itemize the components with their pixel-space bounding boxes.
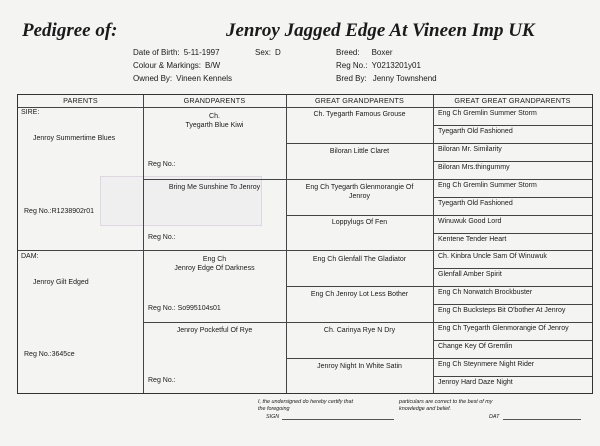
row-divider	[18, 250, 592, 251]
dob-field	[133, 48, 220, 57]
owned-field	[133, 74, 232, 83]
row-divider	[433, 304, 592, 305]
great-grandparent: Biloran Little Claret	[329, 148, 390, 155]
great-grandparent: Eng Ch Glenfall The Gladiator	[312, 256, 407, 263]
great-great-grandparent: Biloran Mr. Similarity	[438, 146, 502, 153]
sex-value: D	[275, 48, 281, 57]
great-great-grandparent: Kentene Tender Heart	[438, 236, 507, 243]
grandparent-reg: Reg No.:	[148, 377, 176, 384]
header-great-great-grandparents: GREAT GREAT GRANDPARENTS	[454, 96, 571, 105]
bred-value: Jenny Townshend	[372, 74, 437, 83]
grandparent-title: Eng Ch	[202, 256, 227, 263]
row-divider	[286, 286, 592, 287]
great-great-grandparent: Change Key Of Gremlin	[438, 343, 513, 350]
great-grandparent: Ch. Carinya Rye N Dry	[323, 327, 396, 334]
col-divider	[143, 95, 144, 393]
great-great-grandparent: Eng Ch Bucksteps Bit O'bother At Jenroy	[438, 307, 566, 314]
pedigree-of-label: Pedigree of:	[22, 20, 118, 41]
row-divider	[433, 233, 592, 234]
great-grandparent: Jenroy Night In White Satin	[317, 363, 402, 370]
signature-line[interactable]	[282, 419, 394, 420]
grandparent-name: Bring Me Sunshine To Jenroy	[168, 184, 261, 191]
sign-label: SIGN	[266, 414, 280, 420]
col-divider	[433, 95, 434, 393]
header-great-grandparents: GREAT GRANDPARENTS	[314, 96, 405, 105]
grandparent-reg: Reg No.: So995104s01	[148, 305, 221, 312]
great-great-grandparent: Tyegarth Old Fashioned	[438, 200, 513, 207]
owned-value: Vineen Kennels	[176, 74, 233, 83]
certify-text-2: the foregoing	[258, 406, 290, 412]
row-divider	[286, 358, 592, 359]
breed-label: Breed:	[336, 48, 360, 57]
dob-value: 5-11-1997	[183, 48, 220, 57]
row-divider	[286, 215, 592, 216]
row-divider	[433, 268, 592, 269]
grandparent-name: Tyegarth Blue Kiwi	[185, 122, 244, 129]
sire-reg: Reg No.:R1238902r01	[24, 208, 95, 215]
great-grandparent: Ch. Tyegarth Famous Grouse	[313, 111, 406, 118]
great-great-grandparent: Winuwuk Good Lord	[438, 218, 502, 225]
great-grandparent: Loppylugs Of Fen	[331, 219, 388, 226]
row-divider	[286, 143, 592, 144]
reg-value: Y0213201y01	[371, 61, 421, 70]
row-divider	[143, 322, 592, 323]
header-parents: PARENTS	[63, 96, 98, 105]
great-grandparent: Eng Ch Jenroy Lot Less Bother	[310, 291, 409, 298]
dam-reg: Reg No.:3645ce	[24, 351, 75, 358]
great-great-grandparent: Jenroy Hard Daze Night	[438, 379, 513, 386]
row-divider	[143, 179, 592, 180]
row-divider	[433, 197, 592, 198]
date-label: DAT	[489, 414, 500, 420]
great-great-grandparent: Biloran Mrs.thingummy	[438, 164, 510, 171]
row-divider	[433, 161, 592, 162]
colour-label: Colour & Markings:	[133, 61, 202, 70]
grandparent-reg: Reg No.:	[148, 161, 176, 168]
breed-field	[336, 48, 392, 57]
sex-field	[255, 48, 281, 57]
dob-label: Date of Birth:	[133, 48, 180, 57]
dam-name: Jenroy Gilt Edged	[33, 279, 89, 286]
colour-value: B/W	[205, 61, 221, 70]
certify-text: I, the undersigned do hereby certify that	[258, 399, 353, 405]
great-great-grandparent: Eng Ch Steynmere Night Rider	[438, 361, 535, 368]
bred-field	[336, 74, 437, 83]
row-divider	[433, 376, 592, 377]
sex-label: Sex:	[255, 48, 272, 57]
header-grandparents: GRANDPARENTS	[183, 96, 246, 105]
great-grandparent-cont: Jenroy	[348, 193, 370, 200]
great-great-grandparent: Eng Ch Tyegarth Glenmorangie Of Jenroy	[438, 325, 569, 332]
great-great-grandparent: Eng Ch Gremlin Summer Storm	[438, 182, 537, 189]
dog-name-title: Jenroy Jagged Edge At Vineen Imp UK	[226, 20, 535, 41]
row-divider	[433, 125, 592, 126]
grandparent-reg: Reg No.:	[148, 234, 176, 241]
col-divider	[286, 95, 287, 393]
particulars-text: particulars are correct to the best of my	[399, 399, 493, 405]
date-line[interactable]	[503, 419, 581, 420]
reg-field	[336, 61, 421, 70]
bred-label: Bred By:	[336, 74, 367, 83]
great-great-grandparent: Eng Ch Norwatch Brockbuster	[438, 289, 533, 296]
sire-label: SIRE:	[21, 109, 40, 116]
row-divider	[433, 340, 592, 341]
grandparent-name: Jenroy Edge Of Darkness	[174, 265, 255, 272]
particulars-text-2: knowledge and belief.	[399, 406, 452, 412]
great-grandparent: Eng Ch Tyegarth Glenmorangie Of	[305, 184, 414, 191]
reg-label: Reg No.:	[336, 61, 368, 70]
grandparent-title: Ch.	[209, 113, 220, 120]
dam-label: DAM:	[21, 253, 39, 260]
header-divider	[18, 107, 592, 108]
owned-label: Owned By:	[133, 74, 173, 83]
grandparent-name: Jenroy Pocketful Of Rye	[176, 327, 253, 334]
great-great-grandparent: Tyegarth Old Fashioned	[438, 128, 513, 135]
sire-name: Jenroy Summertime Blues	[33, 135, 116, 142]
pedigree-table	[17, 94, 593, 394]
great-great-grandparent: Eng Ch Gremlin Summer Storm	[438, 110, 537, 117]
great-great-grandparent: Glenfall Amber Spirit	[438, 271, 502, 278]
great-great-grandparent: Ch. Kinbra Uncle Sam Of Winuwuk	[438, 253, 547, 260]
colour-field	[133, 61, 220, 70]
breed-value: Boxer	[371, 48, 393, 57]
